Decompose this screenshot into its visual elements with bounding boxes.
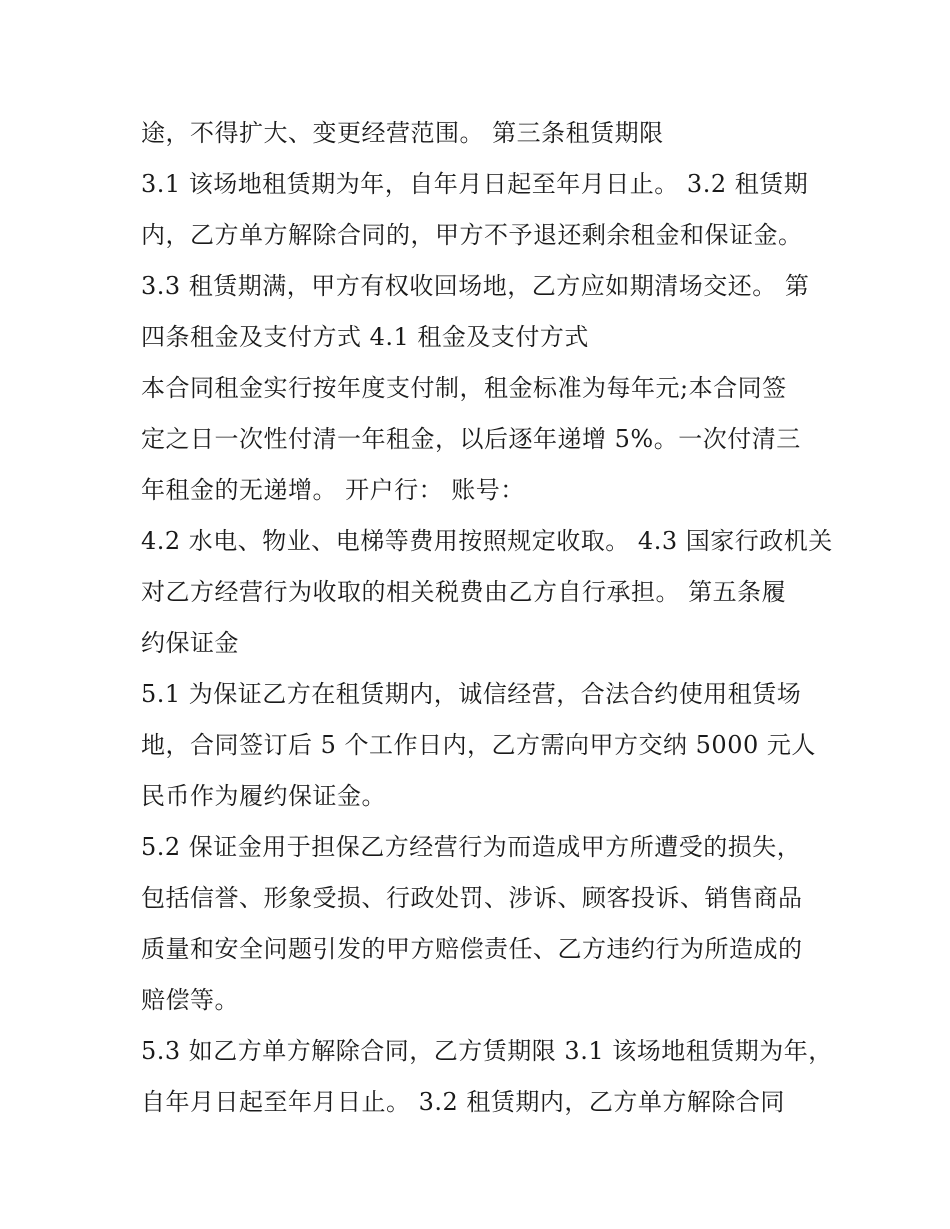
text-line: 定之日一次性付清一年租金，以后逐年递增 5%。一次付清三: [141, 425, 801, 453]
text-line: 地，合同签订后 5 个工作日内，乙方需向甲方交纳 5000 元人: [141, 731, 816, 759]
text-line: 包括信誉、形象受损、行政处罚、涉诉、顾客投诉、销售商品: [141, 884, 803, 912]
text-line: 质量和安全问题引发的甲方赔偿责任、乙方违约行为所造成的: [141, 935, 803, 963]
text-line: 5.1 为保证乙方在租赁期内，诚信经营，合法合约使用租赁场: [141, 680, 802, 708]
text-line: 年租金的无递增。 开户行： 账号：: [141, 476, 525, 504]
text-line: 途，不得扩大、变更经营范围。 第三条租赁期限: [141, 119, 664, 147]
text-line: 5.2 保证金用于担保乙方经营行为而造成甲方所遭受的损失，: [141, 833, 802, 861]
text-line: 4.2 水电、物业、电梯等费用按照规定收取。 4.3 国家行政机关: [141, 527, 833, 555]
text-line: 约保证金: [141, 629, 239, 657]
text-line: 自年月日起至年月日止。 3.2 租赁期内，乙方单方解除合同: [141, 1088, 785, 1116]
contract-body: [141, 108, 833, 1128]
text-line: 3.1 该场地租赁期为年，自年月日起至年月日止。 3.2 租赁期: [141, 170, 809, 198]
text-line: 民币作为履约保证金。: [141, 782, 386, 810]
text-line: 赔偿等。: [141, 986, 239, 1014]
text-line: 本合同租金实行按年度支付制，租金标准为每年元;本合同签: [141, 374, 787, 402]
text-line: 3.3 租赁期满，甲方有权收回场地，乙方应如期清场交还。 第: [141, 272, 810, 300]
text-line: 5.3 如乙方单方解除合同，乙方赁期限 3.1 该场地租赁期为年，: [141, 1037, 833, 1065]
text-line: 四条租金及支付方式 4.1 租金及支付方式: [141, 323, 589, 351]
text-line: 内，乙方单方解除合同的，甲方不予退还剩余租金和保证金。: [141, 221, 803, 249]
text-line: 对乙方经营行为收取的相关税费由乙方自行承担。 第五条履: [141, 578, 787, 606]
